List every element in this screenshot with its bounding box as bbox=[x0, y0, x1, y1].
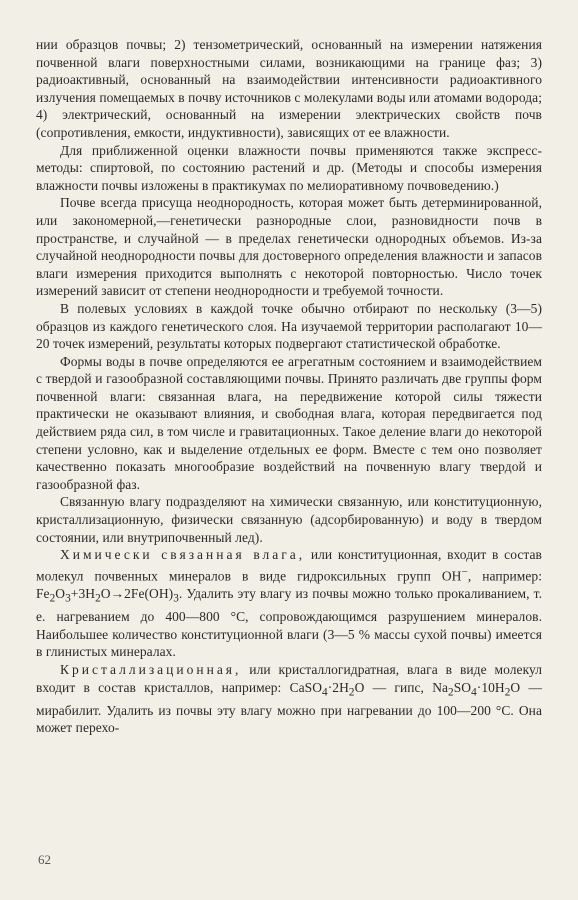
p8-sub-3: 2 bbox=[448, 686, 454, 699]
paragraph-1: нии образцов почвы; 2) тензометрический, основанный на измерении натяжения почвенной влаги поверхностными силами, возникающими на границе фаз; 3) радиоактивный, основанный на взаимодействии интенсивности радиоактивного излучения помещаемых в почву источников с молекулами воды или атомами водорода; 4) электрический, основанный на измерении электрических свойств почв (сопротивления, емкости, индуктивности), зависящих от ее влажности. bbox=[36, 37, 542, 140]
p8-sub-1: 4 bbox=[322, 686, 328, 699]
page-text bbox=[36, 36, 542, 737]
p8-text-f: O — мирабилит. Удалить из почвы эту влагу можно при нагревании до 100—200 °С. Она может перехо- bbox=[36, 679, 542, 736]
p7-sub-1: 2 bbox=[49, 592, 56, 605]
paragraph-5: Формы воды в почве определяются ее агрегатным состоянием и взаимодействием с твердой и газообразной составляющими почвы. Принято различать две группы форм почвенной влаги: связанная влага, на передвижение которой силы тяжести практически не оказывают влияния, и свободная влага, которая передвигается под действием ряда сил, в том числе и гравитационных. Такое деление влаги до некоторой степени условно, как и выделение отдельных ее форм. Вместе с тем оно позволяет качественно показать многообразие воздействий на почвенную влагу твердой и газообразной фаз. bbox=[36, 353, 542, 492]
p8-text-c: O — гипс, Na bbox=[354, 679, 449, 695]
p7-text-a: или конституционная, входит в состав молекул почвенных минералов в виде гидроксильных групп OH bbox=[36, 547, 542, 584]
p7-text-e: O→2Fe(OH) bbox=[100, 585, 174, 601]
page-number: 62 bbox=[38, 852, 51, 867]
p8-text-b: ·2H bbox=[327, 679, 349, 695]
term-chemically-bound: Химически связанная влага, bbox=[60, 547, 306, 563]
p8-text-d: SO bbox=[453, 679, 472, 695]
p7-sub-4: 3 bbox=[173, 592, 179, 605]
paragraph-8 bbox=[36, 661, 542, 737]
p8-sub-5: 2 bbox=[504, 686, 511, 699]
paragraph-3: Почве всегда присуща неоднородность, которая может быть детерминированной, или закономерной,—генетически разнородные слои, разновидности почв в пространстве, и случайной — в пределах генетически однородных объемов. Из-за случайной неоднородности почвы для достоверного определения влажности и запасов влаги измерения приходится выполнять с некоторой повторностью. Число точек измерений зависит от степени неоднородности и требуемой точности. bbox=[36, 195, 542, 299]
p7-text-b: , например: Fe bbox=[36, 568, 543, 601]
paragraph-4: В полевых условиях в каждой точке обычно отбирают по нескольку (3—5) образцов из каждого генетического слоя. На изучаемой территории располагают 10—20 точек измерений, результаты которых подвергают статистической обработке. bbox=[36, 300, 542, 352]
paragraph-7 bbox=[36, 546, 542, 661]
p7-text-c: O bbox=[55, 585, 66, 601]
p8-sub-2: 2 bbox=[348, 686, 355, 699]
p8-text-a: или кристаллогидратная, влага в виде молекул входит в состав кристаллов, например: CaSO bbox=[36, 661, 542, 695]
p8-sub-4: 4 bbox=[471, 686, 477, 699]
p7-sub-3: 2 bbox=[95, 592, 101, 605]
paragraph-6: Связанную влагу подразделяют на химически связанную, или конституционную, кристаллизационную, физически связанную (адсорбированную) и воду в твердом состоянии, или внутрипочвенный лед). bbox=[36, 494, 542, 545]
p8-text-e: ·10H bbox=[476, 679, 505, 695]
term-crystallization: Кристаллизационная, bbox=[60, 661, 242, 677]
p7-text-d: +3H bbox=[70, 585, 96, 601]
paragraph-2: Для приближенной оценки влажности почвы применяются также экспресс-методы: спиртовой, по состоянию растений и др. (Методы и способы измерения влажности почвы изложены в практикумах по мелиоративному почвоведению.) bbox=[36, 142, 542, 193]
p7-sup-minus: − bbox=[461, 565, 468, 578]
p7-text-f: . Удалить эту влагу из почвы можно только прокаливанием, т. е. нагреванием до 400—800 °С, сопровождающимся разрушением минералов. Наибольшее количество конституционной влаги (3—5 % массы сухой почвы) имеется в глинистых минералах. bbox=[36, 585, 542, 660]
p7-sub-2: 3 bbox=[65, 592, 71, 605]
